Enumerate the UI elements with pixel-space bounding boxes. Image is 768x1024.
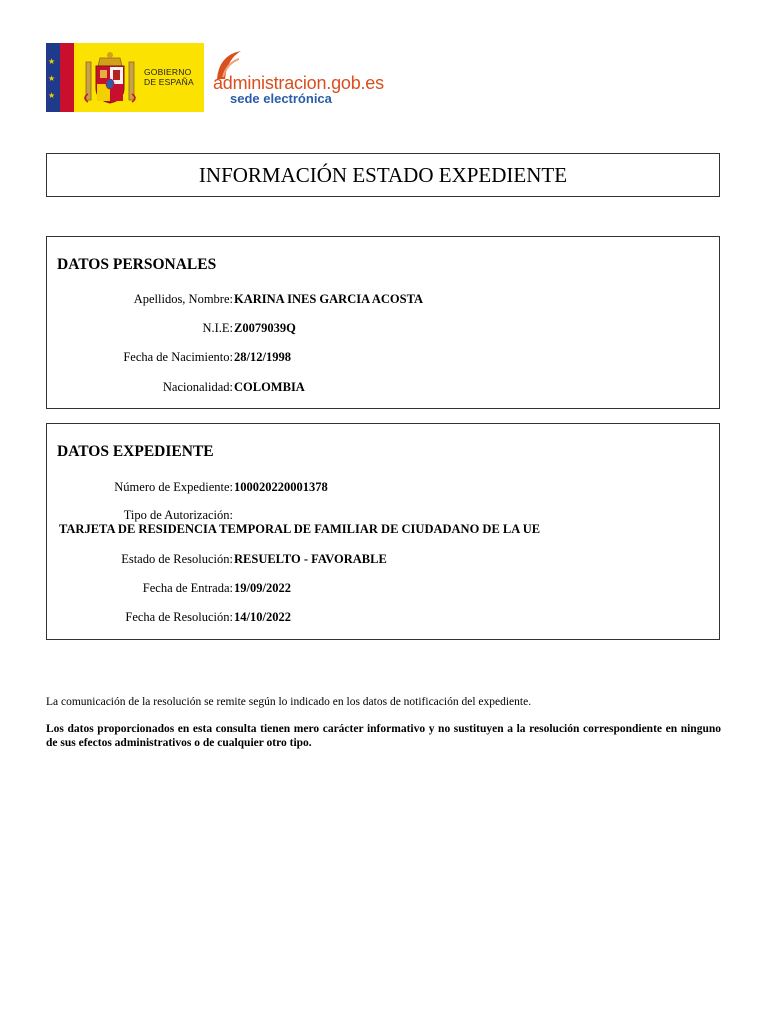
field-value-name: KARINA INES GARCIA ACOSTA (234, 292, 424, 306)
disclaimer-note: Los datos proporcionados en esta consulta tienen mero carácter informativo y no sustituyen a la resolución correspondiente en ninguno de sus efectos administrativos o de cualquier otro tipo. (46, 723, 721, 749)
field-label: Tipo de Autorización: (123, 508, 233, 522)
field-label: Fecha de Entrada: (142, 581, 233, 595)
personal-data-heading: DATOS PERSONALES (57, 256, 217, 273)
gobierno-logo-text (144, 67, 194, 87)
admin-logo-text: administracion (213, 73, 327, 93)
field-value-nationality: COLOMBIA (234, 380, 305, 394)
field-label: Número de Expediente: (114, 480, 233, 494)
field-value-nie: Z0079039Q (234, 321, 296, 335)
gobierno-espana-logo (46, 43, 204, 112)
field-label: Apellidos, Nombre: (133, 292, 233, 306)
field-label: Nacionalidad: (162, 380, 233, 394)
field-value-case-number: 100020220001378 (234, 480, 328, 494)
administracion-gob-logo (213, 49, 443, 109)
field-label: Fecha de Nacimiento: (123, 350, 233, 364)
title-box (46, 153, 720, 197)
notification-note: La comunicación de la resolución se remite según lo indicado en los datos de notificación del expediente. (46, 696, 532, 708)
admin-logo-wordmark (213, 73, 384, 93)
field-value-resolution-status: RESUELTO - FAVORABLE (234, 552, 387, 566)
field-value-birthdate: 28/12/1998 (234, 350, 291, 364)
field-label: N.I.E: (202, 321, 233, 335)
personal-data-section (46, 236, 720, 409)
admin-logo-domain: .gob.es (326, 73, 384, 93)
coat-of-arms-icon (80, 48, 140, 108)
page-title: INFORMACIÓN ESTADO EXPEDIENTE (198, 163, 568, 187)
gobierno-line: GOBIERNO (144, 67, 192, 77)
field-value-entry-date: 19/09/2022 (234, 581, 291, 595)
admin-logo-subtitle: sede electrónica (230, 91, 332, 106)
field-label: Fecha de Resolución: (125, 610, 233, 624)
case-data-section (46, 423, 720, 640)
espana-line: DE ESPAÑA (144, 77, 194, 87)
field-value-resolution-date: 14/10/2022 (234, 610, 291, 624)
case-data-heading: DATOS EXPEDIENTE (57, 443, 214, 460)
eu-stars-icon: ★ ★ ★ (48, 57, 56, 100)
field-label: Estado de Resolución: (121, 552, 233, 566)
field-value-authorization-type: TARJETA DE RESIDENCIA TEMPORAL DE FAMILIAR DE CIUDADANO DE LA UE (59, 522, 541, 536)
